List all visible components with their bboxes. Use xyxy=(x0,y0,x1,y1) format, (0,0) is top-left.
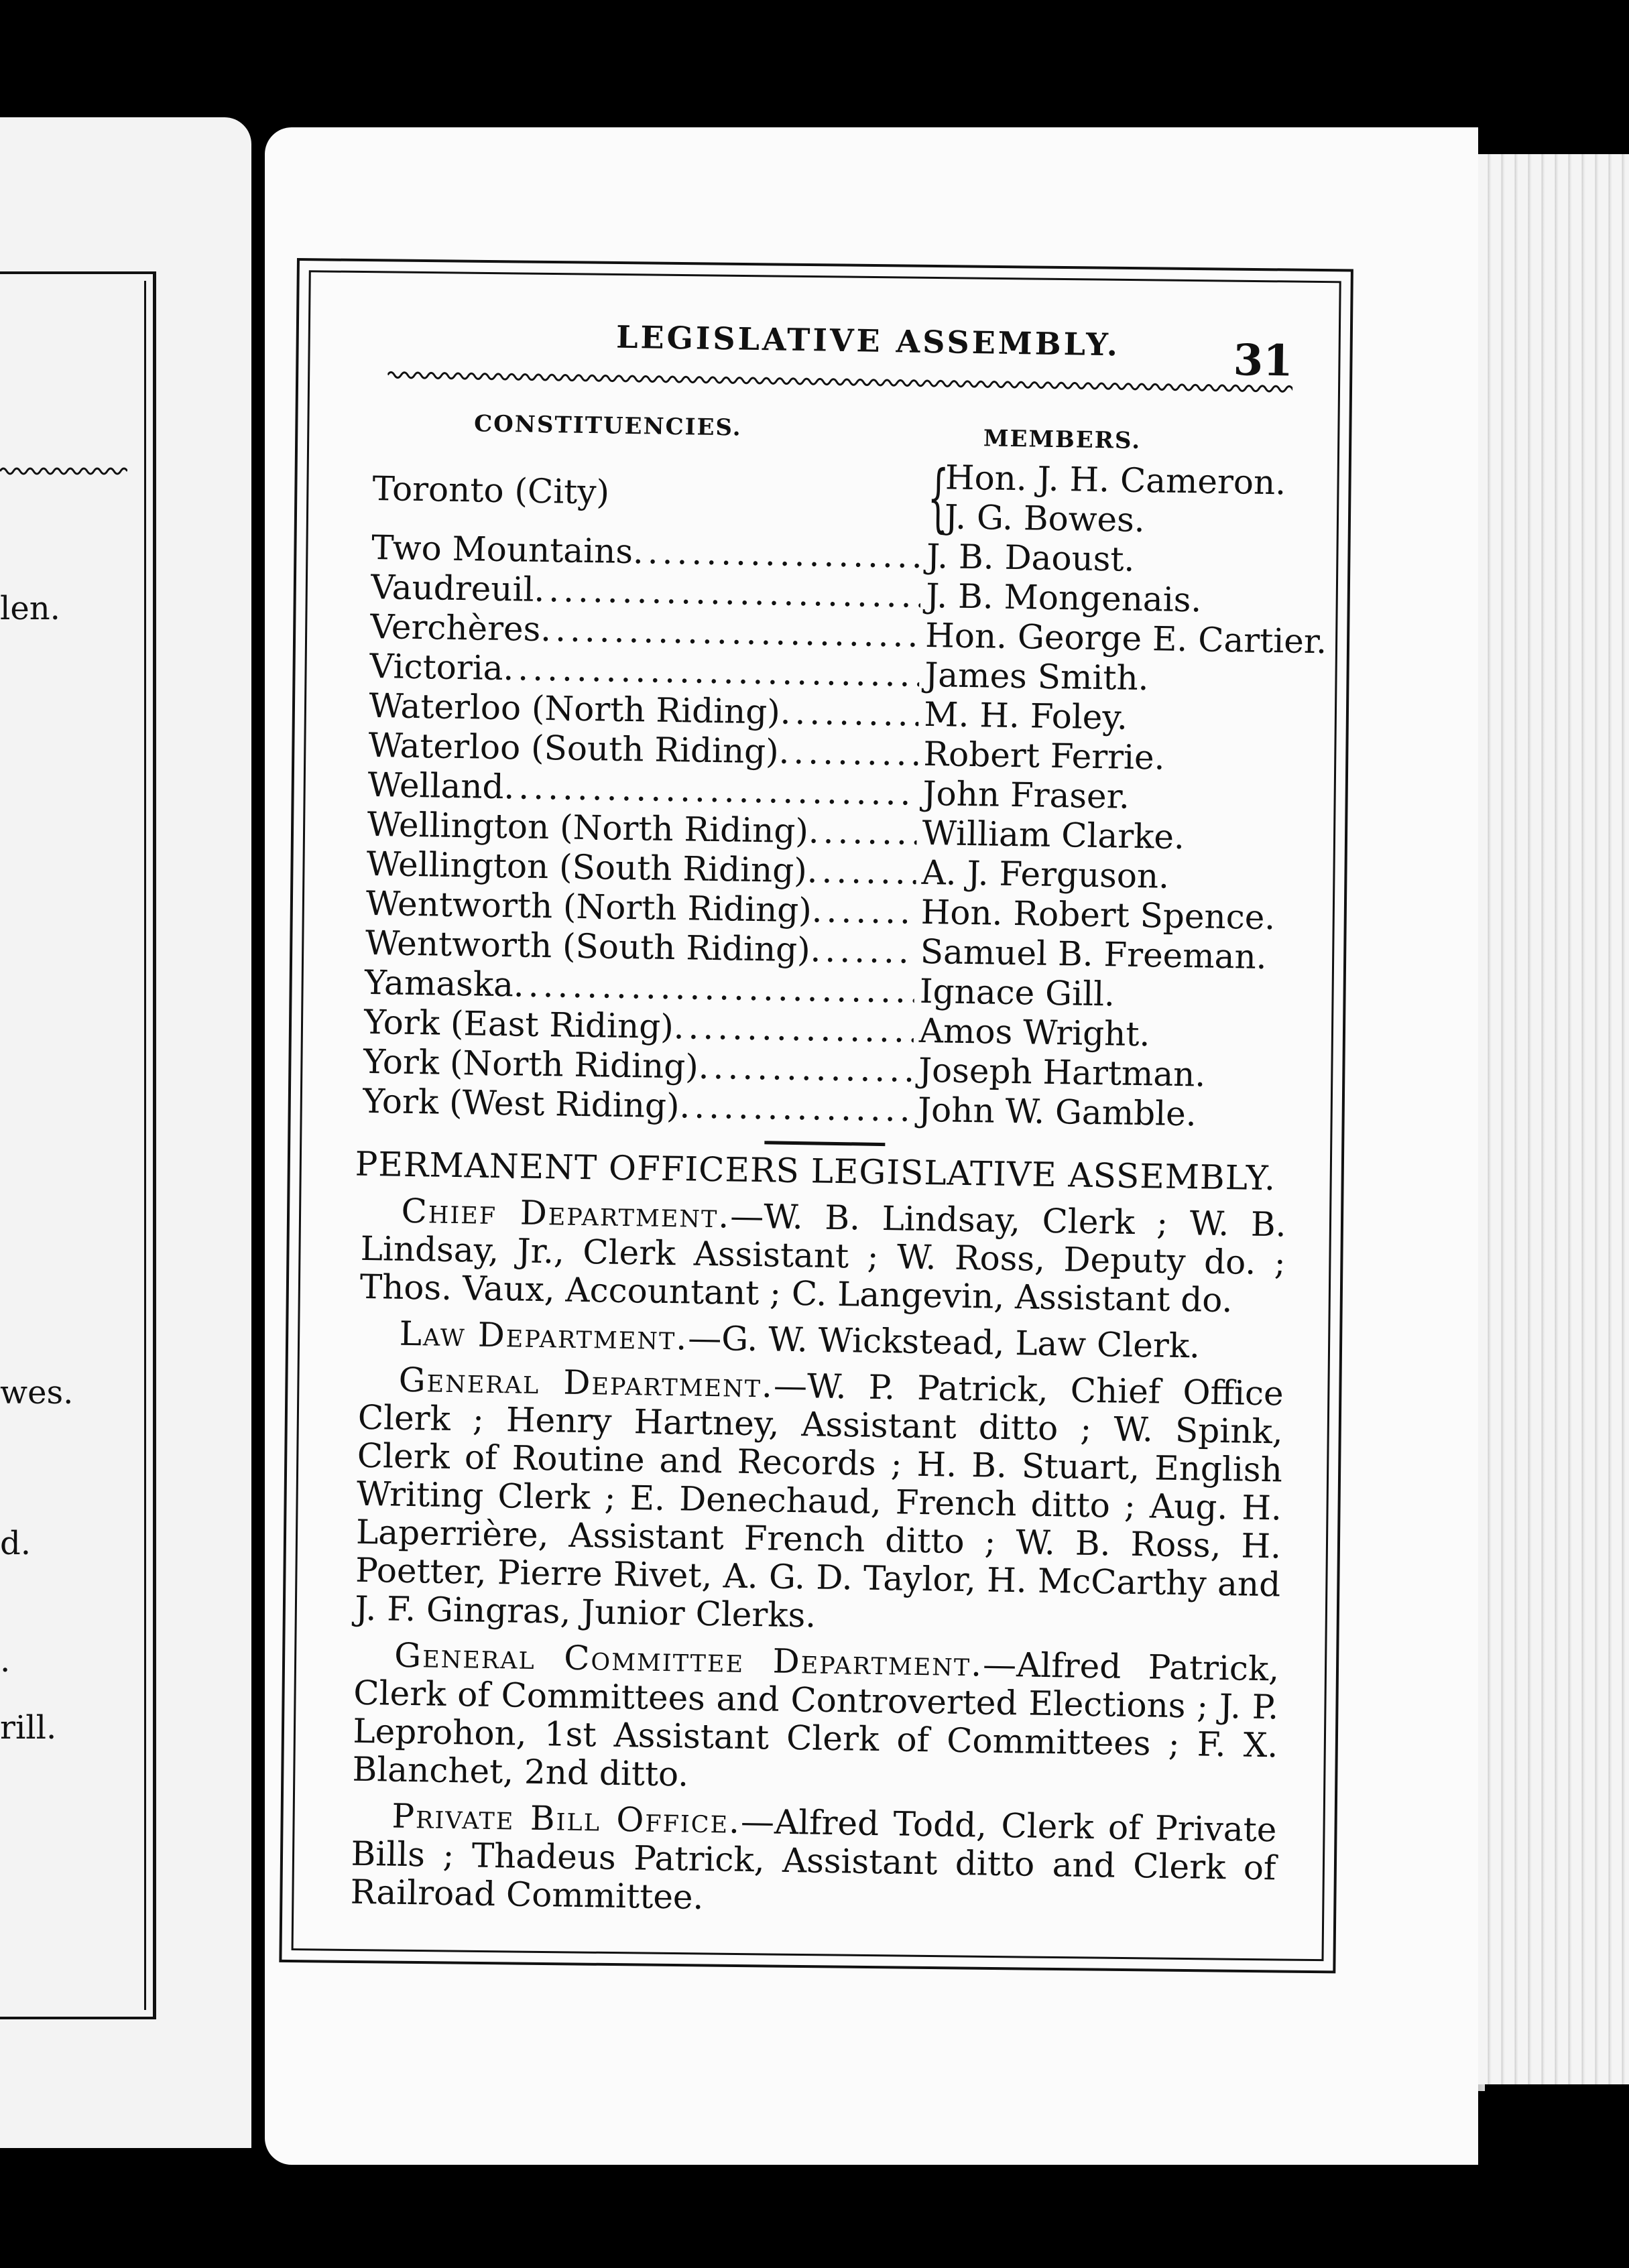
member-name: J. G. Bowes. xyxy=(944,497,1146,540)
leader-dots xyxy=(503,767,918,814)
member-name: J. B. Daoust. xyxy=(926,536,1135,579)
constituency-name: York (East Riding) xyxy=(363,1002,674,1047)
member-name: Samuel B. Freeman. xyxy=(920,932,1268,977)
department-paragraph xyxy=(359,1314,1284,1367)
previous-page-ornament xyxy=(0,466,127,477)
leader-dots xyxy=(534,570,921,616)
member-name: J. B. Mongenais. xyxy=(925,576,1202,620)
constituency-name: York (North Riding) xyxy=(363,1042,699,1086)
previous-page-fragment: rill. xyxy=(0,1709,57,1747)
leader-dots xyxy=(679,1086,913,1129)
member-name: Ignace Gill. xyxy=(919,971,1115,1014)
page-edges xyxy=(1478,154,1629,2084)
section-rule xyxy=(764,1141,885,1146)
member-name: Hon. George E. Cartier. xyxy=(924,615,1327,662)
constituency-name: Welland xyxy=(367,765,505,807)
member-name: William Clarke. xyxy=(922,813,1185,857)
running-title: LEGISLATIVE ASSEMBLY. xyxy=(615,318,1121,363)
department-paragraph xyxy=(359,1192,1286,1321)
department-heading: General Department. xyxy=(398,1360,774,1405)
member-name: Robert Ferrie. xyxy=(923,734,1165,777)
leader-dots xyxy=(633,532,922,576)
leader-dots xyxy=(808,812,917,853)
previous-page-fragment: d. xyxy=(0,1525,31,1562)
constituency-name: York (West Riding) xyxy=(362,1081,680,1126)
member-name: Hon. J. H. Cameron. xyxy=(945,458,1286,503)
page-number: 31 xyxy=(1233,335,1294,387)
department-paragraph xyxy=(350,1797,1277,1926)
constituency-name: Yamaska xyxy=(364,962,514,1005)
member-name: James Smith. xyxy=(924,655,1150,698)
department-text: —Alfred Patrick, Clerk of Committees and Controverted Elections ; J. P. Leprohon, 1st Assistant Clerk of Committees ; F. X. Blanchet, 2nd ditto. xyxy=(352,1645,1280,1794)
leader-dots xyxy=(698,1048,913,1090)
leader-dots xyxy=(806,851,916,893)
members-heading: MEMBERS. xyxy=(983,425,1142,454)
department-paragraph xyxy=(355,1361,1284,1643)
department-text: —Alfred Todd, Clerk of Private Bills ; Thadeus Patrick, Assistant ditto and Clerk of Railroad Committee. xyxy=(350,1802,1277,1917)
constituency-name: Waterloo (North Riding) xyxy=(369,686,781,732)
previous-page xyxy=(0,117,251,2148)
constituency-name: Two Mountains xyxy=(371,527,634,572)
leader-dots xyxy=(513,965,914,1011)
member-name: Joseph Hartman. xyxy=(918,1050,1206,1094)
header-ornament xyxy=(387,369,1292,395)
page-content xyxy=(350,302,1327,1938)
constituency-name: Wentworth (North Riding) xyxy=(365,883,812,930)
department-paragraph xyxy=(352,1636,1279,1804)
officers-title: PERMANENT OFFICERS LEGISLATIVE ASSEMBLY. xyxy=(355,1144,1276,1198)
constituency-list xyxy=(362,449,1327,1136)
department-text: —G. W. Wickstead, Law Clerk. xyxy=(687,1318,1201,1366)
leader-dots xyxy=(780,693,919,735)
department-heading: Chief Department. xyxy=(401,1191,731,1236)
leader-dots xyxy=(673,1007,914,1051)
leader-dots xyxy=(811,891,916,932)
constituency-name: Wellington (South Riding) xyxy=(366,844,808,891)
member-name: A. J. Ferguson. xyxy=(921,853,1170,896)
leader-dots xyxy=(778,733,918,774)
leader-dots xyxy=(540,610,920,655)
constituencies-heading: CONSTITUENCIES. xyxy=(473,410,742,442)
constituency-name: Wellington (North Riding) xyxy=(367,804,809,851)
constituency-name: Vaudreuil xyxy=(370,567,534,609)
member-names xyxy=(942,458,1286,542)
constituency-name: Toronto (City) xyxy=(372,468,610,512)
constituency-name: Victoria xyxy=(369,646,504,688)
constituency-name: Waterloo (South Riding) xyxy=(368,725,780,771)
department-text: —W. P. Patrick, Chief Office Clerk ; Henry Hartney, Assistant ditto ; W. Spink, Clerk of Routine and Records ; H. B. Stuart, English Writing Clerk ; E. Denechaud, French ditto ; Aug. H. Laperrière, Assistant French ditto ; W. B. Ross, H. Poetter, Pierre Rivet, A. G. D. Taylor, H. McCarthy and J. F. Gingras, Junior Clerks. xyxy=(354,1366,1284,1635)
constituency-name: Verchères xyxy=(369,607,541,649)
previous-page-frame xyxy=(0,271,156,2019)
department-heading: General Committee Department. xyxy=(394,1635,983,1684)
leader-dots xyxy=(503,649,920,695)
constituency-row xyxy=(372,449,1299,543)
department-heading: Law Department. xyxy=(399,1314,688,1358)
previous-page-fragment: wes. xyxy=(0,1374,74,1411)
department-text: —W. B. Lindsay, Clerk ; W. B. Lindsay, Jr., Clerk Assistant ; W. Ross, Deputy do. ; Thos. Vaux, Accountant ; C. Langevin, Assistant do. xyxy=(359,1196,1287,1320)
member-name: John Fraser. xyxy=(922,773,1130,816)
previous-page-fragment: . xyxy=(0,1642,11,1680)
department-heading: Private Bill Office. xyxy=(391,1796,741,1841)
member-name: Amos Wright. xyxy=(918,1011,1150,1054)
previous-page-fragment: len. xyxy=(0,590,60,627)
brace-symbol: { xyxy=(926,454,950,541)
leader-dots xyxy=(810,930,915,971)
member-name: Hon. Robert Spence. xyxy=(920,892,1276,938)
member-name: M. H. Foley. xyxy=(923,694,1128,737)
member-name: John W. Gamble. xyxy=(917,1090,1197,1134)
constituency-name: Wentworth (South Riding) xyxy=(365,923,811,970)
page-header xyxy=(374,302,1301,390)
